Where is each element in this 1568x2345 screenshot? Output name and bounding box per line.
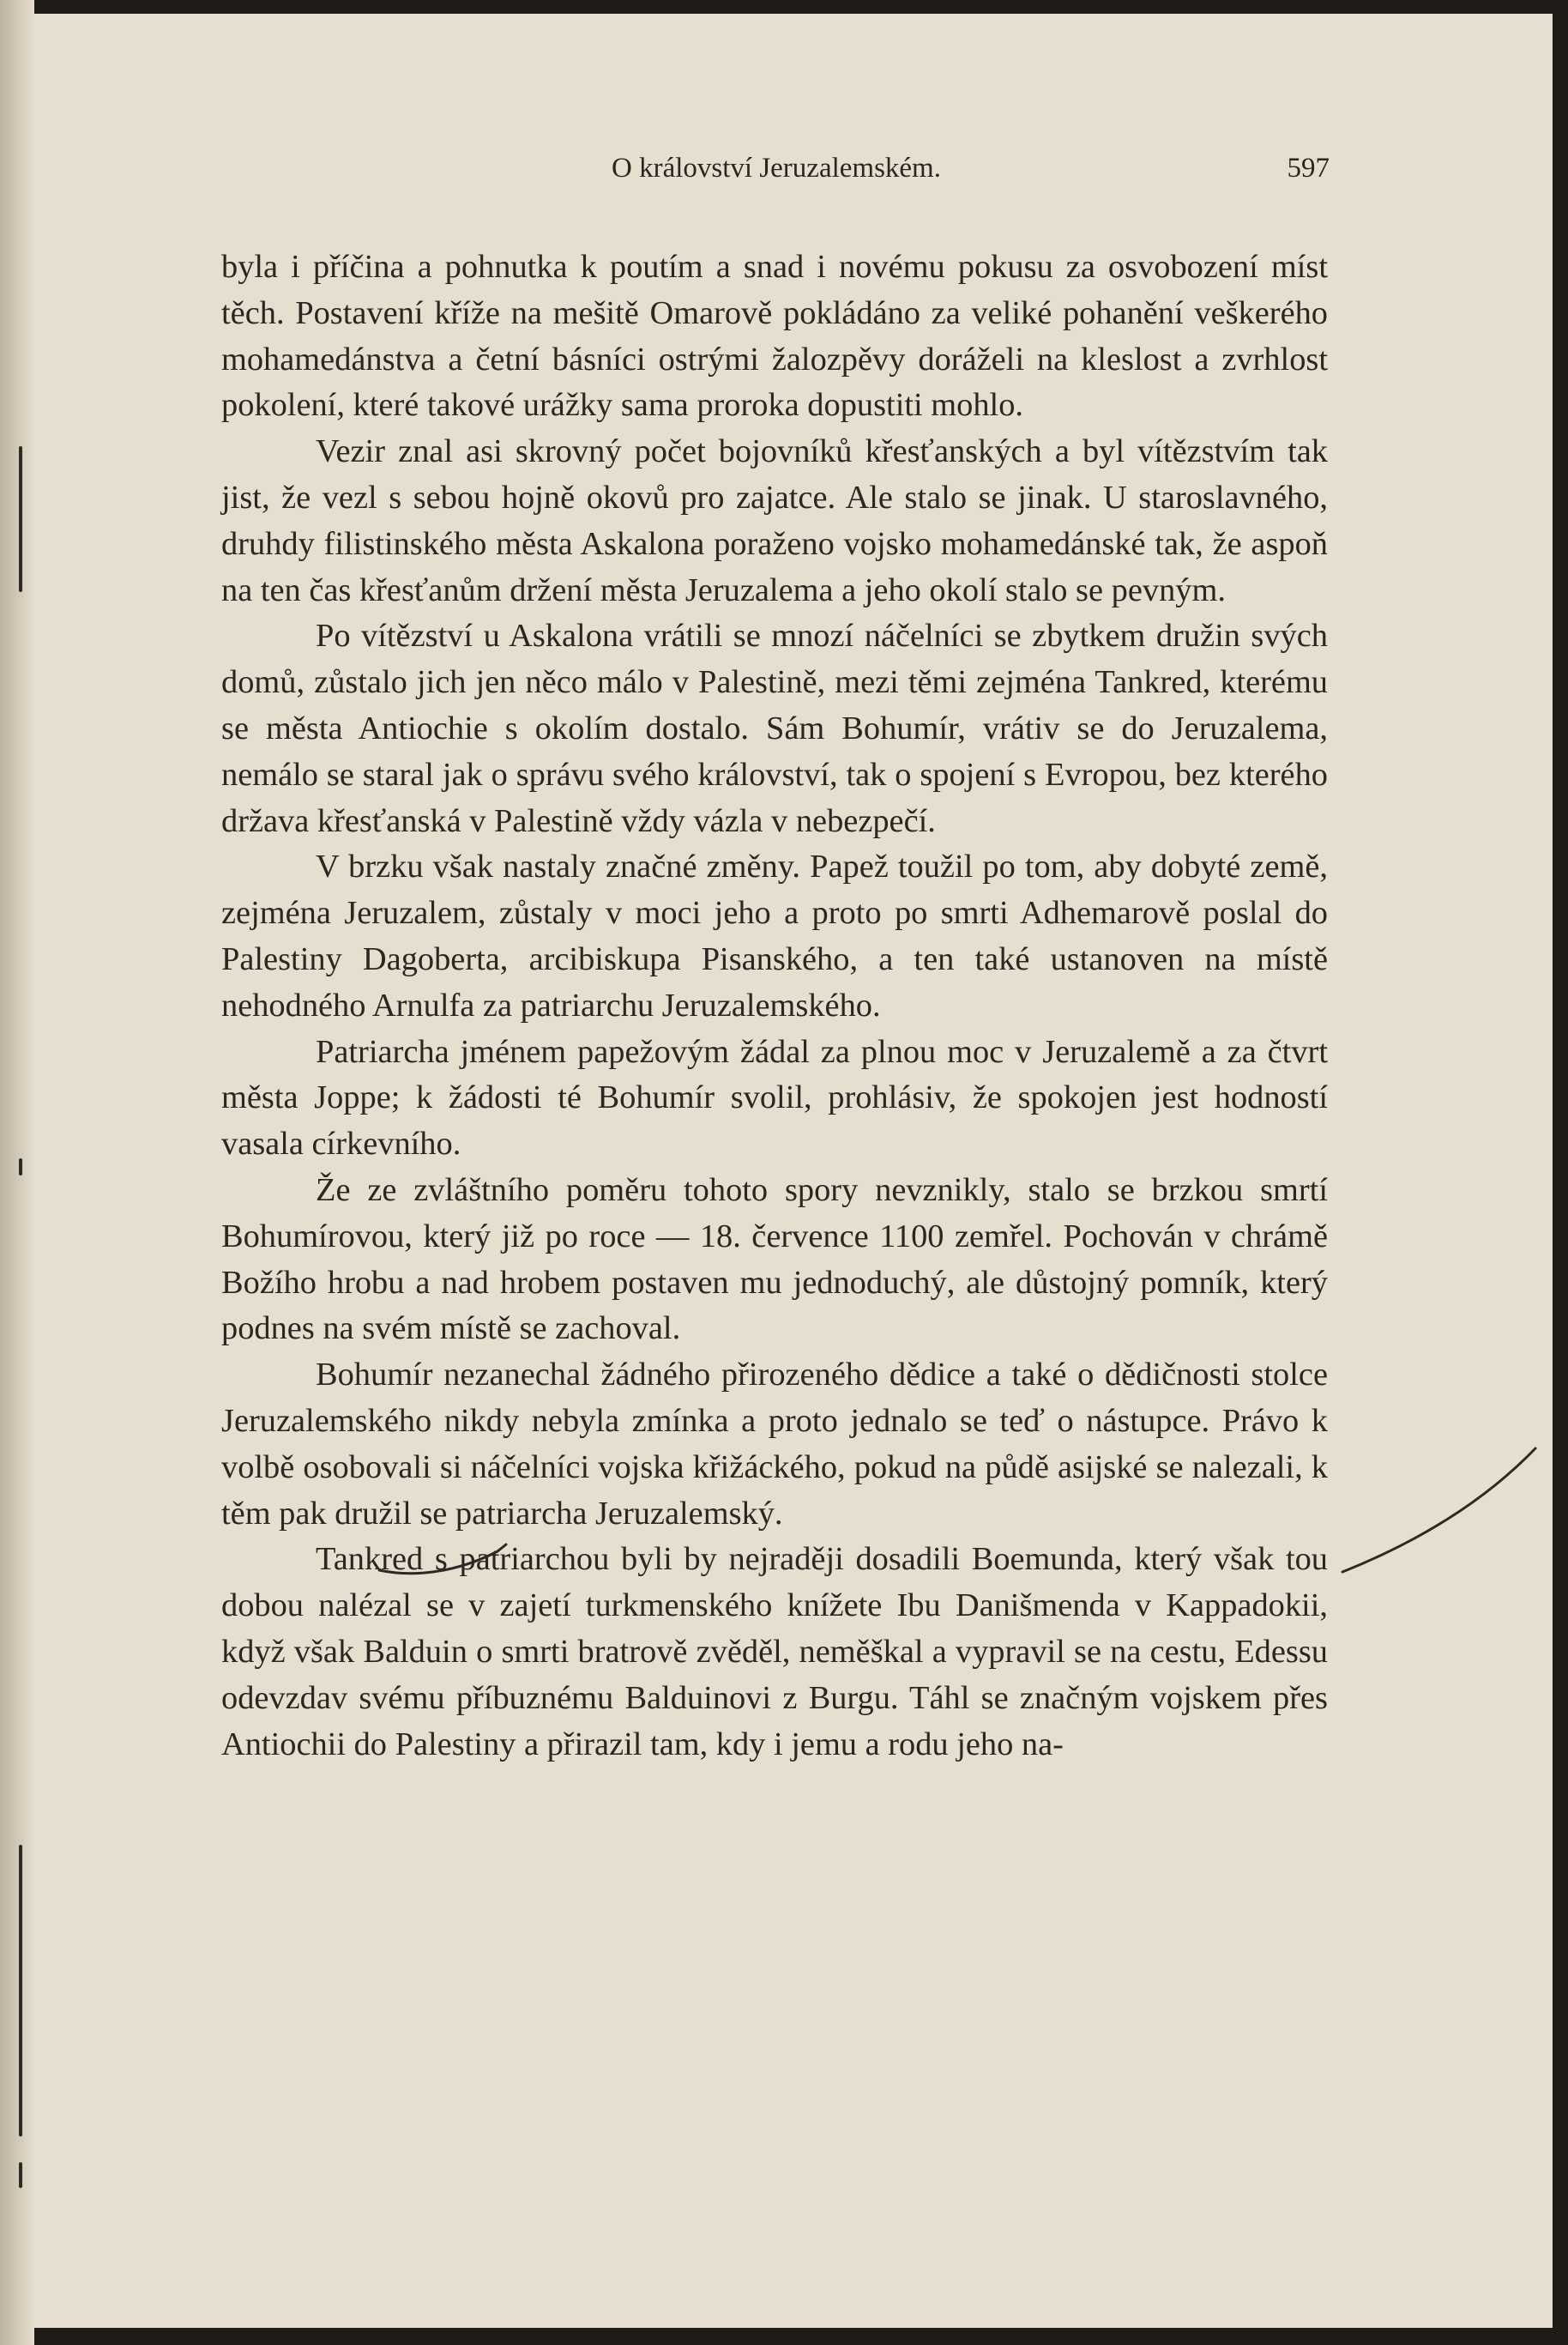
paragraph: Patriarcha jménem papežovým žádal za plnou moc v Jeruzalemě a za čtvrt města Joppe; k žádosti té Bohumír svolil, prohlásiv, že spokojen jest hodností vasala církevního. xyxy=(221,1033,1328,1163)
gutter-mark xyxy=(19,446,22,592)
running-title: O království Jeruzalemském. xyxy=(612,153,941,184)
scan-frame-bottom xyxy=(0,2328,1568,2345)
paragraph: Vezir znal asi skrovný počet bojovníků křesťanských a byl vítězstvím tak jist, že vezl s sebou hojně okovů pro zajatce. Ale stalo se jinak. U staroslavného, druhdy filistinského města Askalona poraženo vojsko mohamedánské tak, že aspoň na ten čas křesťanům držení města Jeruzalema a jeho okolí stalo se pevným. xyxy=(221,433,1328,608)
scan-frame-right xyxy=(1553,0,1568,2345)
paragraph: Bohumír nezanechal žádného přirozeného dědice a také o dědičnosti stolce Jeruzalemského nikdy nebyla zmínka a proto jednalo se teď o nástupce. Právo k volbě osobovali si náčelníci vojska křižáckého, pokud na půdě asijské se nalezali, k těm pak družil se patriarcha Jeruzalemský. xyxy=(221,1357,1328,1532)
page-number: 597 xyxy=(1287,153,1330,184)
gutter-mark xyxy=(19,1158,22,1176)
scan-frame-top xyxy=(0,0,1568,14)
paragraph: Že ze zvláštního poměru tohoto spory nevznikly, stalo se brzkou smrtí Bohumírovou, který již po roce — 18. července 1100 zemřel. Pochován v chrámě Božího hrobu a nad hrobem postaven mu jednoduchý, ale důstojný pomník, který podnes na svém místě se zachoval. xyxy=(221,1171,1328,1347)
gutter-mark xyxy=(19,2162,22,2188)
paragraph: Tankred s patriarchou byli by nejraději dosadili Boemunda, který však tou dobou nalézal se v zajetí turkmenského knížete Ibu Danišmenda v Kappadokii, když však Balduin o smrti bratrově zvěděl, neměškal a vypravil se na cestu, Edessu odevzdav svému příbuznému Balduinovi z Burgu. Táhl se značným vojskem přes Antiochii do Palestiny a přirazil tam, kdy i jemu a rodu jeho na- xyxy=(221,1541,1328,1762)
running-header xyxy=(223,153,1330,194)
pencil-underline-mark xyxy=(377,1536,515,1587)
paragraph: Po vítězství u Askalona vrátili se mnozí náčelníci se zbytkem družin svých domů, zůstalo jich jen něco málo v Palestině, mezi těmi zejména Tankred, kterému se města Antiochie s okolím dostalo. Sám Bohumír, vrátiv se do Jeruzalema, nemálo se staral jak o správu svého království, tak o spojení s Evropou, bez kterého država křesťanská v Palestině vždy vázla v nebezpečí. xyxy=(221,618,1328,839)
paragraph: V brzku však nastaly značné změny. Papež toužil po tom, aby dobyté země, zejména Jeruzalem, zůstaly v moci jeho a proto po smrti Adhemarově poslal do Palestiny Dagoberta, arcibiskupa Pisanského, a ten také ustanoven na místě nehodného Arnulfa za patriarchu Jeruzalemského. xyxy=(221,849,1328,1024)
gutter-mark xyxy=(19,1845,22,2136)
binding-gutter xyxy=(0,0,34,2345)
pencil-slash-mark xyxy=(1338,1441,1544,1579)
paragraph: byla i příčina a pohnutka k poutím a snad i novému pokusu za osvobození míst těch. Postavení kříže na mešitě Omarově pokládáno za veliké pohanění veškerého mohamedánstva a četní básníci ostrými žalozpěvy doráželi na kleslost a zvrhlost pokolení, které takové urážky sama proroka dopustiti mohlo. xyxy=(221,249,1328,424)
